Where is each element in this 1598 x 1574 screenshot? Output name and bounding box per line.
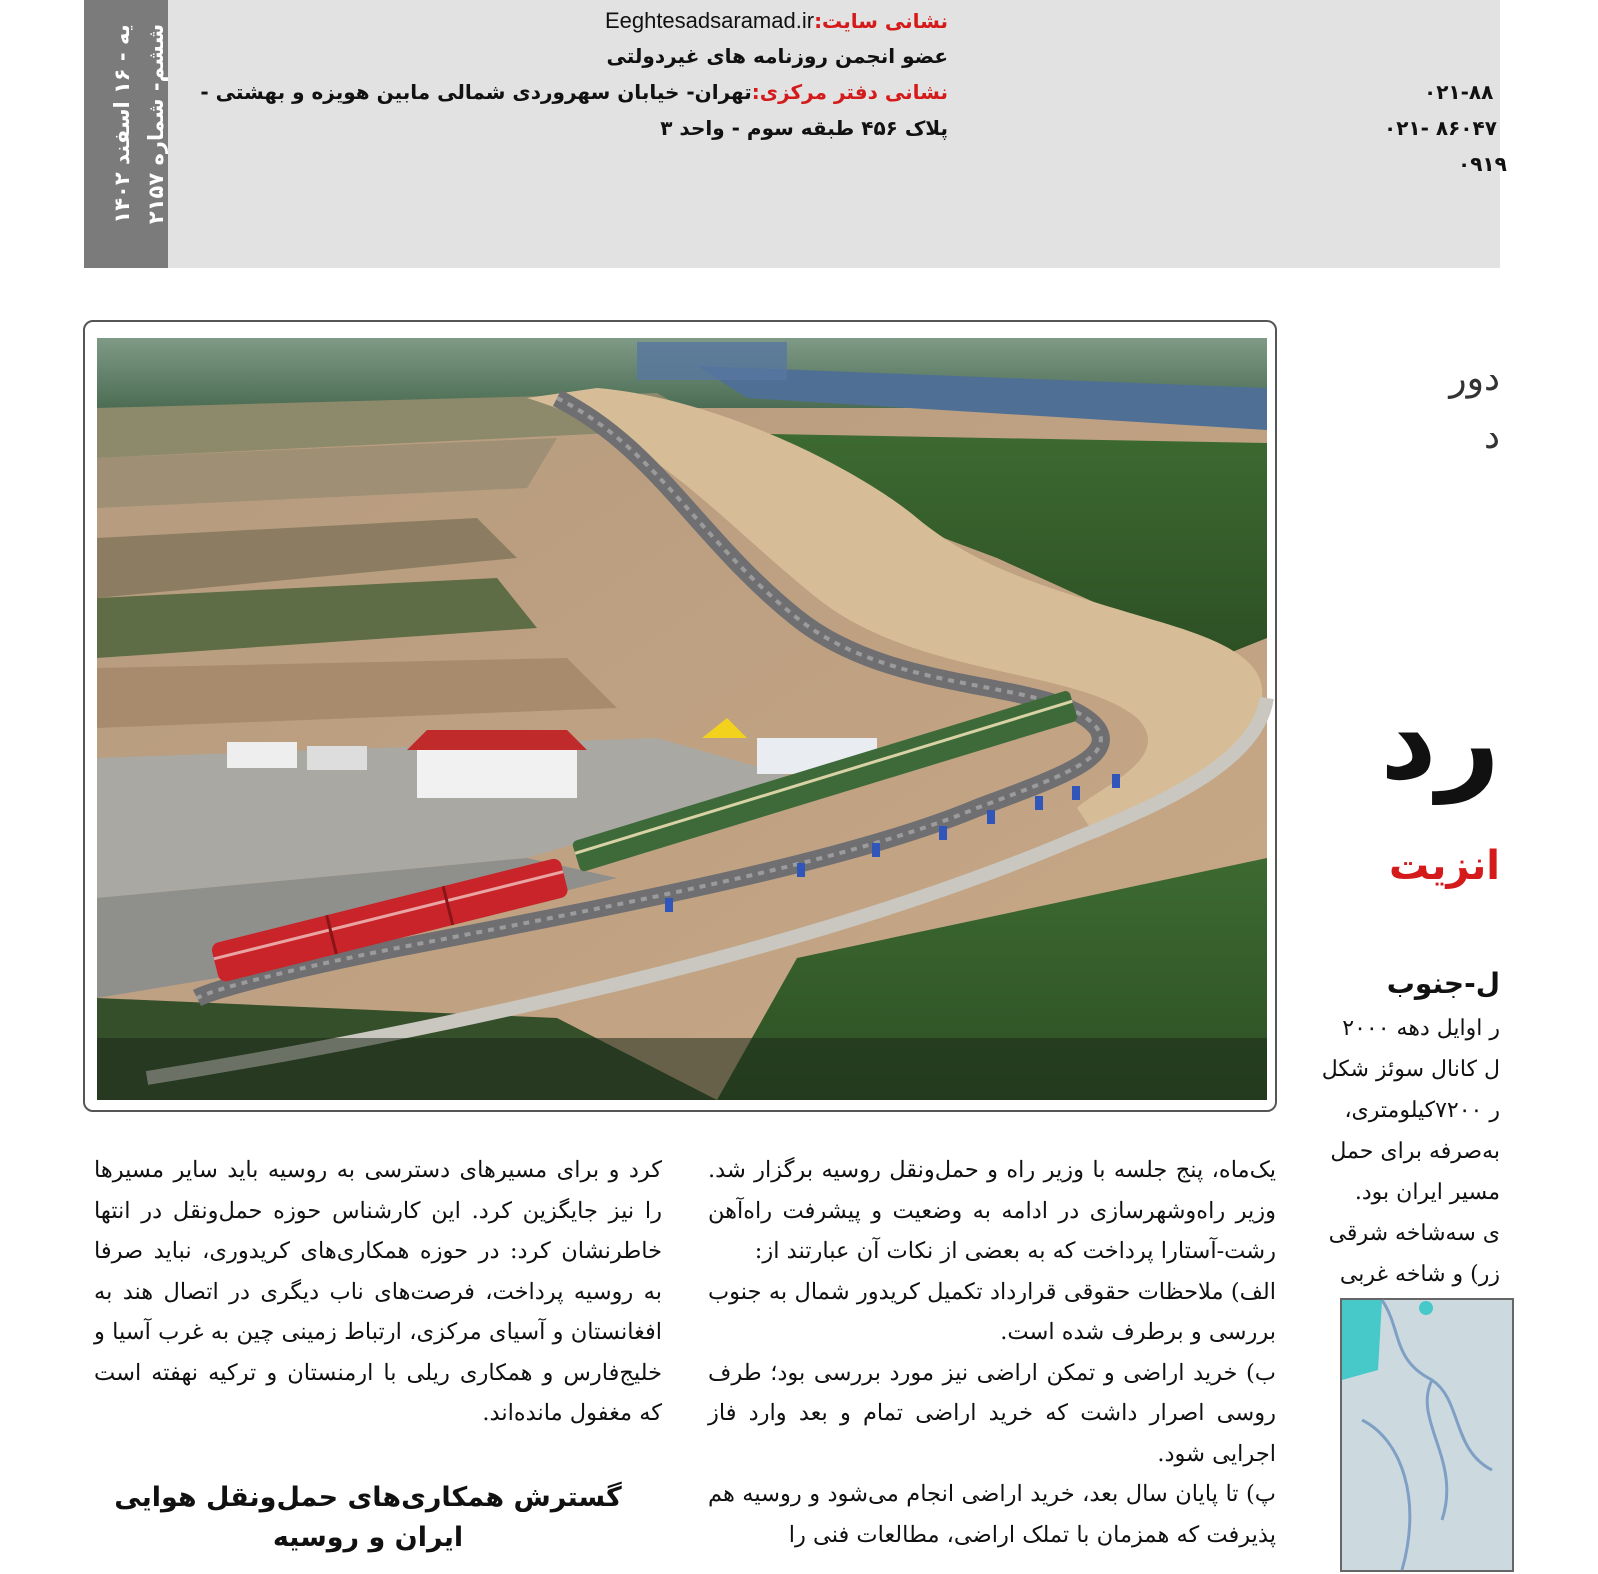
right-line: ر ۷۲۰۰کیلومتری، bbox=[1344, 1098, 1500, 1123]
right-line: ل کانال سوئز شکل bbox=[1321, 1057, 1500, 1082]
side-heading-line-1: دور bbox=[1449, 358, 1500, 399]
office-label: نشانی دفتر مرکزی: bbox=[751, 80, 948, 104]
right-column-text bbox=[1282, 1008, 1500, 1298]
right-line: مسیر ایران بود. bbox=[1354, 1180, 1500, 1205]
right-line: ی سه‌شاخه شرقی bbox=[1328, 1221, 1500, 1246]
middle-paragraph: ب) خرید اراضی و تمکن اراضی نیز مورد بررسی بود؛ طرف روسی اصرار داشت که خرید اراضی تمام و بعد وارد فاز اجرایی شود. bbox=[708, 1359, 1276, 1467]
phone-1: ۰۲۱-۸۸ bbox=[1424, 80, 1494, 104]
middle-paragraph: پ) تا پایان سال بعد، خرید اراضی انجام می‌شود و روسیه هم پذیرفت که همزمان با تملک اراضی، مطالعات فنی را bbox=[708, 1481, 1276, 1548]
middle-paragraph: یک‌ماه، پنج جلسه با وزیر راه و حمل‌ونقل روسیه برگزار شد. وزیر راه‌وشهرسازی در ادامه به وضعیت و پیشرفت راه‌آهن رشت-آستارا پرداخت که به بعضی از نکات آن عبارتند از: bbox=[708, 1157, 1276, 1264]
masthead bbox=[0, 0, 1507, 268]
right-line: ر اوایل دهه ۲۰۰۰ bbox=[1342, 1016, 1500, 1041]
site-label: نشانی سایت: bbox=[814, 9, 948, 33]
phone-3: ۰۹۱۹ bbox=[1458, 152, 1507, 176]
main-headline: رد bbox=[1380, 676, 1500, 804]
middle-paragraph: الف) ملاحظات حقوقی قرارداد تکمیل کریدور شمال به جنوب بررسی و برطرف شده است. bbox=[708, 1278, 1276, 1345]
site-address-row bbox=[188, 8, 948, 34]
map-image bbox=[1340, 1298, 1514, 1572]
side-heading bbox=[1282, 350, 1500, 470]
side-heading-line-2: د bbox=[1483, 416, 1500, 457]
date-line: یه - ۱۶ اسفند ۱۴۰۲ bbox=[110, 24, 134, 224]
railway-photo bbox=[97, 338, 1267, 1100]
section-heading: ل-جنوب bbox=[1386, 967, 1500, 1000]
association-line: عضو انجمن روزنامه های غیردولتی bbox=[606, 44, 948, 68]
office-address-1: تهران- خیابان سهروردی شمالی مابین هویزه و بهشتی - bbox=[200, 80, 752, 104]
issue-line: ششم- شماره ۲۱۵۷ bbox=[144, 23, 168, 225]
left-paragraph: کرد و برای مسیرهای دسترسی به روسیه باید سایر مسیرها را نیز جایگزین کرد. این کارشناس حوزه حمل‌ونقل در انتها خاطرنشان کرد: در حوزه همکاری‌های کریدوری، نباید صرفا به روسیه پرداخت، فرصت‌های ناب دیگری در اتصال هند به افغانستان و آسیای مرکزی، ارتباط زمینی چین به غرب آسیا و خلیج‌فارس و همکاری ریلی با ارمنستان و ترکیه نهفته است که مغفول مانده‌اند. bbox=[94, 1157, 662, 1426]
middle-column bbox=[708, 1150, 1276, 1555]
right-line: به‌صرفه برای حمل bbox=[1330, 1139, 1500, 1164]
red-subheadline: انزیت bbox=[1389, 843, 1500, 889]
site-url[interactable]: Eeghtesadsaramad.ir bbox=[604, 8, 815, 33]
date-strip bbox=[84, 0, 168, 268]
left-column bbox=[94, 1150, 662, 1434]
phone-2: ۰۲۱- ۸۶۰۴۷ bbox=[1384, 116, 1497, 140]
office-address-2: پلاک ۴۵۶ طبقه سوم - واحد ۳ bbox=[660, 116, 948, 140]
right-line: زر) و شاخه غربی bbox=[1339, 1262, 1500, 1287]
office-address-row bbox=[188, 80, 948, 104]
article-subtitle: گسترش همکاری‌های حمل‌ونقل هوایی ایران و روسیه bbox=[114, 1482, 622, 1553]
